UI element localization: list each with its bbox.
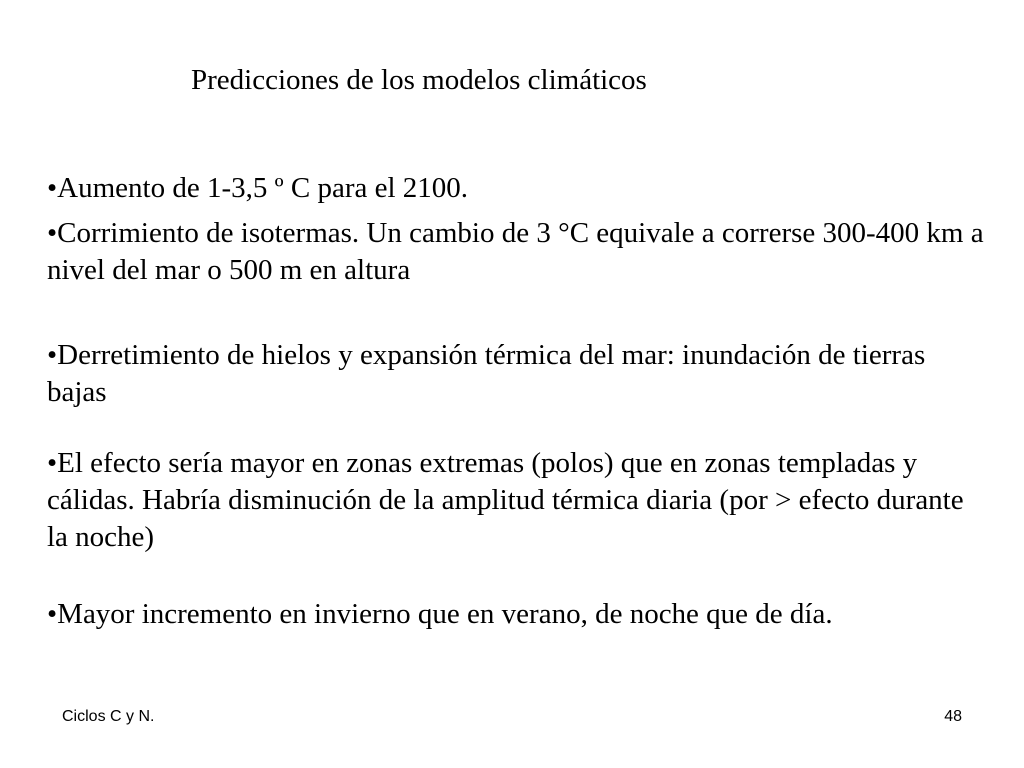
- bullet-item-1: •Aumento de 1-3,5 º C para el 2100.: [47, 172, 469, 204]
- slide-title: Predicciones de los modelos climáticos: [191, 64, 647, 96]
- bullet-item-3: •Derretimiento de hielos y expansión térmica del mar: inundación de tierras bajas: [47, 339, 926, 408]
- bullet-item-5: •Mayor incremento en invierno que en verano, de noche que de día.: [47, 598, 833, 630]
- page-number: 48: [944, 708, 962, 725]
- footer-label: Ciclos C y N.: [62, 708, 155, 725]
- bullet-item-2: •Corrimiento de isotermas. Un cambio de 3 °C equivale a correrse 300-400 km a nivel del mar o 500 m en altura: [47, 217, 984, 286]
- bullet-item-4: •El efecto sería mayor en zonas extremas (polos) que en zonas templadas y cálidas. Habría disminución de la amplitud térmica diaria (por > efecto durante la noche): [47, 447, 964, 553]
